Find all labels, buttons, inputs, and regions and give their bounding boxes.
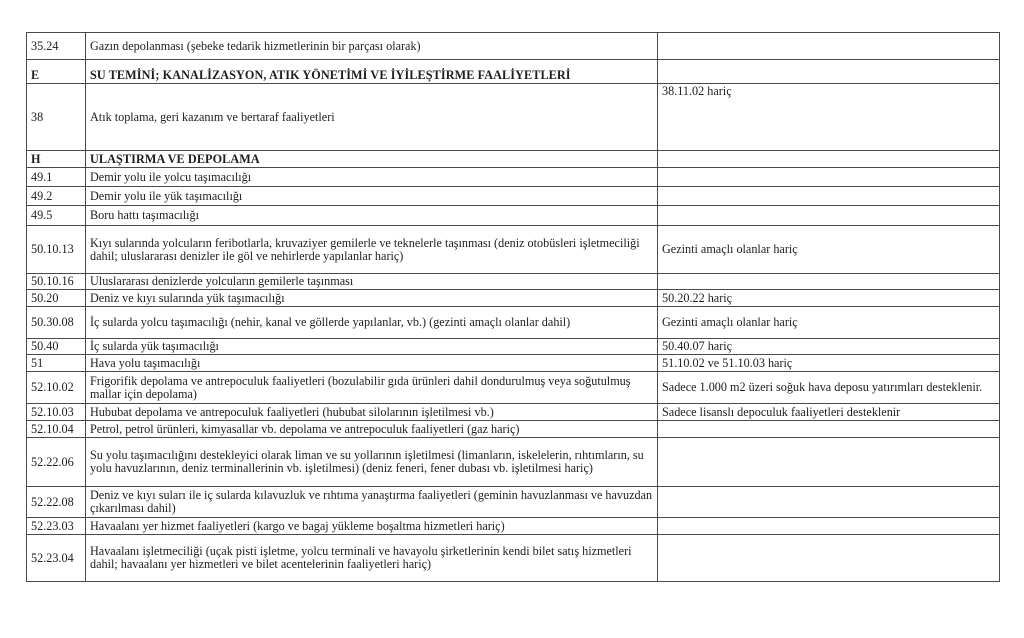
support-note: 50.20.22 hariç bbox=[658, 290, 1000, 307]
table-row bbox=[27, 168, 1000, 187]
nace-code: 49.1 bbox=[27, 168, 86, 187]
table-row bbox=[27, 84, 1000, 151]
support-note bbox=[658, 518, 1000, 535]
activity-description: Hava yolu taşımacılığı bbox=[86, 355, 658, 372]
section-row bbox=[27, 151, 1000, 168]
nace-code: 51 bbox=[27, 355, 86, 372]
support-note bbox=[658, 274, 1000, 290]
table-row bbox=[27, 438, 1000, 487]
nace-code: 52.23.04 bbox=[27, 535, 86, 582]
nace-code: 50.20 bbox=[27, 290, 86, 307]
table-row bbox=[27, 206, 1000, 226]
support-note bbox=[658, 168, 1000, 187]
support-note bbox=[658, 60, 1000, 84]
table-row bbox=[27, 518, 1000, 535]
section-code: E bbox=[27, 60, 86, 84]
activity-description: İç sularda yük taşımacılığı bbox=[86, 339, 658, 355]
nace-code: 52.10.03 bbox=[27, 404, 86, 421]
table-row bbox=[27, 33, 1000, 60]
activity-description: Deniz ve kıyı suları ile iç sularda kılavuzluk ve rıhtıma yanaştırma faaliyetleri (geminin havuzlanması ve havuzdan çıkarılması dahil) bbox=[86, 487, 658, 518]
support-note: Sadece lisanslı depoculuk faaliyetleri desteklenir bbox=[658, 404, 1000, 421]
nace-code: 52.10.04 bbox=[27, 421, 86, 438]
table-row bbox=[27, 226, 1000, 274]
nace-code: 52.22.06 bbox=[27, 438, 86, 487]
support-note bbox=[658, 206, 1000, 226]
activity-description: Demir yolu ile yük taşımacılığı bbox=[86, 187, 658, 206]
activity-description: Frigorifik depolama ve antrepoculuk faaliyetleri (bozulabilir gıda ürünleri dahil dondurulmuş veya soğutulmuş mallar için depolama) bbox=[86, 372, 658, 404]
nace-code: 52.22.08 bbox=[27, 487, 86, 518]
table-row bbox=[27, 339, 1000, 355]
activity-description: İç sularda yolcu taşımacılığı (nehir, kanal ve göllerde yapılanlar, vb.) (gezinti amaçlı olanlar dahil) bbox=[86, 307, 658, 339]
activity-description: Su yolu taşımacılığını destekleyici olarak liman ve su yollarının işletilmesi (limanların, iskelelerin, rıhtımların, su yolu havuzlarının, deniz terminallerinin vb. işletilmesi) (deniz feneri, fener dubası vb. işletilmesi hariç) bbox=[86, 438, 658, 487]
section-row bbox=[27, 60, 1000, 84]
activity-description: Kıyı sularında yolcuların feribotlarla, kruvaziyer gemilerle ve teknelerle taşınması (deniz otobüsleri işletmeciliği dahil; uluslararası denizler ile göl ve nehirlerde yapılanlar hariç) bbox=[86, 226, 658, 274]
table-row bbox=[27, 372, 1000, 404]
support-note: 38.11.02 hariç bbox=[658, 84, 1000, 151]
support-note bbox=[658, 438, 1000, 487]
support-note bbox=[658, 187, 1000, 206]
table-row bbox=[27, 290, 1000, 307]
activity-description: Boru hattı taşımacılığı bbox=[86, 206, 658, 226]
activity-description: Havaalanı işletmeciliği (uçak pisti işletme, yolcu terminali ve havayolu şirketlerinin kendi bilet satış hizmetleri dahil; havaalanı yer hizmetleri ve bilet acentelerinin faaliyetleri hariç) bbox=[86, 535, 658, 582]
support-note: Gezinti amaçlı olanlar hariç bbox=[658, 226, 1000, 274]
activity-description: Deniz ve kıyı sularında yük taşımacılığı bbox=[86, 290, 658, 307]
nace-code: 50.10.16 bbox=[27, 274, 86, 290]
table-row bbox=[27, 307, 1000, 339]
nace-code: 52.10.02 bbox=[27, 372, 86, 404]
activity-description: Havaalanı yer hizmet faaliyetleri (kargo ve bagaj yükleme boşaltma hizmetleri hariç) bbox=[86, 518, 658, 535]
nace-code: 49.5 bbox=[27, 206, 86, 226]
activity-description: Uluslararası denizlerde yolcuların gemilerle taşınması bbox=[86, 274, 658, 290]
table-row bbox=[27, 487, 1000, 518]
support-note bbox=[658, 487, 1000, 518]
table-row bbox=[27, 535, 1000, 582]
support-note: 51.10.02 ve 51.10.03 hariç bbox=[658, 355, 1000, 372]
activity-table bbox=[26, 32, 1000, 582]
table-row bbox=[27, 187, 1000, 206]
support-note bbox=[658, 151, 1000, 168]
support-note: Gezinti amaçlı olanlar hariç bbox=[658, 307, 1000, 339]
nace-code: 49.2 bbox=[27, 187, 86, 206]
table-row bbox=[27, 355, 1000, 372]
table-row bbox=[27, 274, 1000, 290]
section-code: H bbox=[27, 151, 86, 168]
nace-code: 50.10.13 bbox=[27, 226, 86, 274]
nace-code: 38 bbox=[27, 84, 86, 151]
table-row bbox=[27, 421, 1000, 438]
support-note: 50.40.07 hariç bbox=[658, 339, 1000, 355]
nace-code: 50.30.08 bbox=[27, 307, 86, 339]
activity-description: Atık toplama, geri kazanım ve bertaraf faaliyetleri bbox=[86, 84, 658, 151]
activity-description: Hububat depolama ve antrepoculuk faaliyetleri (hububat silolarının işletilmesi vb.) bbox=[86, 404, 658, 421]
support-note: Sadece 1.000 m2 üzeri soğuk hava deposu yatırımları desteklenir. bbox=[658, 372, 1000, 404]
support-note bbox=[658, 421, 1000, 438]
activity-description: Demir yolu ile yolcu taşımacılığı bbox=[86, 168, 658, 187]
table-row bbox=[27, 404, 1000, 421]
section-title: ULAŞTIRMA VE DEPOLAMA bbox=[86, 151, 658, 168]
activity-description: Petrol, petrol ürünleri, kimyasallar vb. depolama ve antrepoculuk faaliyetleri (gaz hariç) bbox=[86, 421, 658, 438]
support-note bbox=[658, 33, 1000, 60]
nace-code: 50.40 bbox=[27, 339, 86, 355]
support-note bbox=[658, 535, 1000, 582]
section-title: SU TEMİNİ; KANALİZASYON, ATIK YÖNETİMİ VE İYİLEŞTİRME FAALİYETLERİ bbox=[86, 60, 658, 84]
nace-code: 35.24 bbox=[27, 33, 86, 60]
activity-description: Gazın depolanması (şebeke tedarik hizmetlerinin bir parçası olarak) bbox=[86, 33, 658, 60]
nace-code: 52.23.03 bbox=[27, 518, 86, 535]
